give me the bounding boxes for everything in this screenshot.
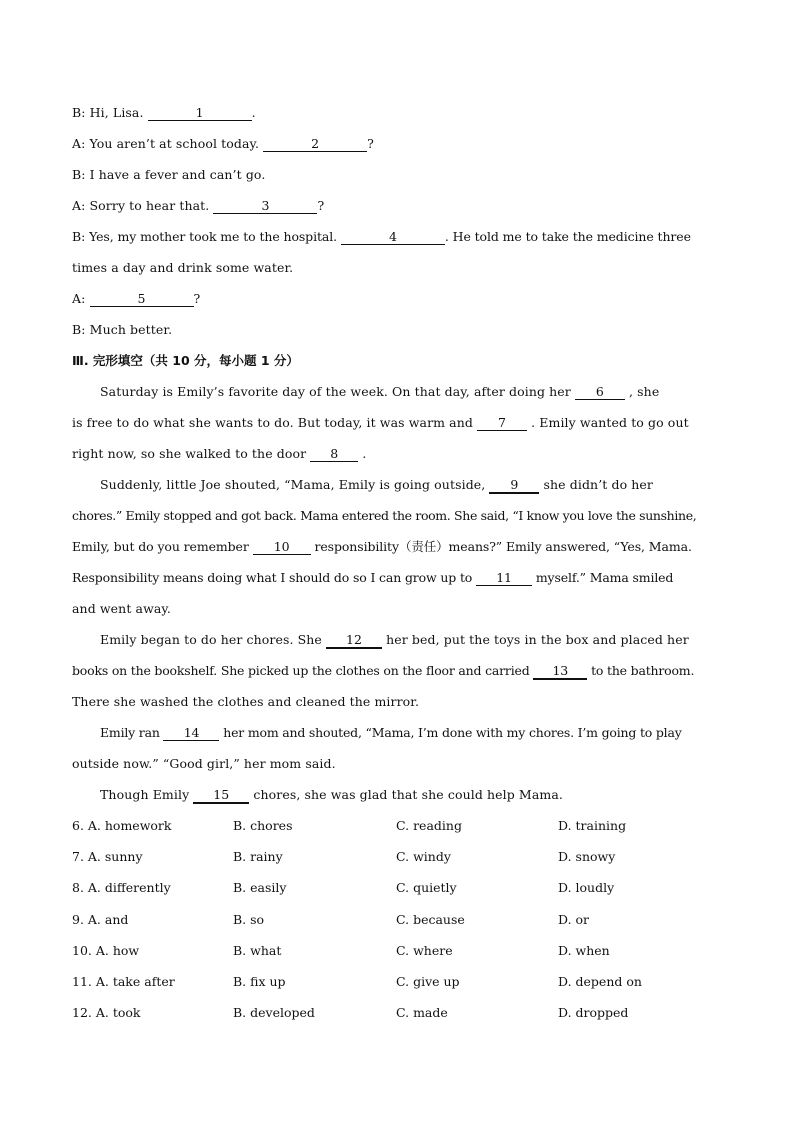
option-a[interactable]: 10. A. how — [72, 942, 140, 958]
passage-line — [72, 535, 722, 566]
dialogue-text: B: Hi, Lisa. — [72, 105, 148, 120]
dialogue-line — [72, 194, 722, 225]
answer-blank[interactable]: 3 — [213, 198, 317, 214]
dialogue-text: A: — [72, 291, 90, 306]
option-a[interactable]: 8. A. differently — [72, 880, 171, 896]
passage-text: books on the bookshelf. She picked up the clothes on the floor and carried — [72, 663, 534, 678]
dialogue-line — [72, 256, 722, 287]
cloze-blank[interactable]: 6 — [575, 384, 625, 400]
dialogue-text: B: Yes, my mother took me to the hospital. — [72, 229, 341, 244]
option-c[interactable]: C. give up — [396, 973, 460, 989]
dialogue-text: B: Much better. — [72, 322, 173, 337]
option-d[interactable]: D. dropped — [558, 1005, 629, 1021]
option-d[interactable]: D. or — [558, 911, 590, 927]
passage-text: and went away. — [72, 601, 172, 616]
dialogue-line — [72, 132, 722, 163]
option-d[interactable]: D. training — [558, 818, 627, 833]
option-d[interactable]: D. snowy — [558, 849, 616, 865]
cloze-blank[interactable]: 14 — [163, 725, 219, 741]
dialogue-text: ? — [317, 198, 325, 213]
question-options — [72, 939, 722, 970]
passage-text: Suddenly, little Joe shouted, “Mama, Emily is going outside, — [100, 477, 490, 492]
dialogue-line — [72, 101, 722, 132]
passage-text: Emily, but do you remember — [72, 539, 253, 554]
cloze-blank[interactable]: 12 — [326, 632, 382, 649]
dialogue-line — [72, 287, 722, 318]
passage-text: , she — [624, 384, 660, 399]
option-c[interactable]: C. quietly — [396, 880, 457, 896]
dialogue-line — [72, 163, 722, 194]
passage-text: . — [358, 446, 367, 461]
passage-text: Emily began to do her chores. She — [100, 632, 327, 647]
option-a[interactable]: 7. A. sunny — [72, 849, 143, 865]
question-options — [72, 908, 722, 939]
dialogue-text: . He told me to take the medicine three — [444, 229, 691, 244]
passage-text: chores.” Emily stopped and got back. Mama entered the room. She said, “I know you love the sunshine, — [72, 508, 697, 523]
option-a[interactable]: 12. A. took — [72, 1005, 141, 1021]
question-options — [72, 876, 722, 907]
option-b[interactable]: B. easily — [233, 880, 287, 896]
option-b[interactable]: B. chores — [233, 818, 293, 833]
passage-text: Emily ran — [100, 725, 164, 740]
passage-line — [72, 442, 722, 473]
passage-line — [72, 628, 722, 659]
passage-text: There she washed the clothes and cleaned the mirror. — [72, 694, 420, 709]
question-options — [72, 970, 722, 1001]
option-b[interactable]: B. rainy — [233, 849, 283, 865]
section-title: Ⅲ. 完形填空（共 10 分，每小题 1 分） — [72, 353, 299, 368]
answer-blank[interactable]: 5 — [90, 291, 194, 307]
option-d[interactable]: D. loudly — [558, 880, 615, 896]
option-d[interactable]: D. depend on — [558, 973, 642, 989]
passage-text: . Emily wanted to go out — [527, 415, 689, 430]
dialogue-text: ? — [367, 136, 374, 151]
option-c[interactable]: C. windy — [396, 849, 451, 865]
passage-text: Saturday is Emily’s favorite day of the week. On that day, after doing her — [100, 384, 575, 399]
passage-text: myself.” Mama smiled — [532, 570, 674, 585]
passage-line — [72, 380, 722, 411]
dialogue-text: times a day and drink some water. — [72, 260, 294, 275]
cloze-passage — [72, 380, 722, 814]
document-page — [72, 101, 722, 1032]
dialogue-text: . — [251, 105, 256, 120]
passage-text: her mom and shouted, “Mama, I’m done with my chores. I’m going to play — [219, 725, 682, 740]
option-c[interactable]: C. where — [396, 942, 453, 958]
dialogue-text: B: I have a fever and can’t go. — [72, 167, 266, 182]
passage-line — [72, 411, 722, 442]
option-a[interactable]: 6. A. homework — [72, 818, 172, 833]
passage-text: Though Emily — [100, 787, 194, 802]
passage-line — [72, 659, 722, 690]
cloze-blank[interactable]: 10 — [253, 539, 311, 555]
option-a[interactable]: 11. A. take after — [72, 973, 175, 989]
passage-text: Responsibility means doing what I should do so I can grow up to — [72, 570, 477, 585]
passage-text: her bed, put the toys in the box and placed her — [382, 632, 689, 647]
passage-line — [72, 597, 722, 628]
cloze-blank[interactable]: 13 — [533, 663, 587, 680]
option-b[interactable]: B. developed — [233, 1005, 315, 1021]
passage-line — [72, 721, 722, 752]
question-options — [72, 814, 722, 845]
question-options — [72, 845, 722, 876]
passage-text: chores, she was glad that she could help Mama. — [249, 787, 563, 802]
dialogue-text: A: Sorry to hear that. — [72, 198, 214, 213]
cloze-blank[interactable]: 7 — [477, 415, 527, 431]
cloze-blank[interactable]: 8 — [310, 446, 358, 462]
passage-line — [72, 566, 722, 597]
passage-line — [72, 504, 722, 535]
option-c[interactable]: C. because — [396, 911, 465, 927]
passage-line — [72, 752, 722, 783]
option-d[interactable]: D. when — [558, 942, 610, 958]
option-c[interactable]: C. reading — [396, 818, 462, 833]
cloze-blank[interactable]: 9 — [489, 477, 539, 494]
options-list — [72, 814, 722, 1032]
passage-text: responsibility（责任）means?” Emily answered, “Yes, Mama. — [310, 539, 692, 554]
dialogue-text: ? — [193, 291, 201, 306]
passage-line — [72, 690, 722, 721]
passage-text: outside now.” “Good girl,” her mom said. — [72, 756, 336, 771]
dialogue-line — [72, 225, 722, 256]
answer-blank[interactable]: 2 — [263, 136, 367, 152]
option-b[interactable]: B. what — [233, 942, 282, 958]
option-a[interactable]: 9. A. and — [72, 911, 129, 927]
answer-blank[interactable]: 1 — [148, 105, 252, 121]
passage-text: is free to do what she wants to do. But today, it was warm and — [72, 415, 478, 430]
cloze-blank[interactable]: 15 — [193, 787, 249, 804]
option-c[interactable]: C. made — [396, 1005, 448, 1021]
option-b[interactable]: B. so — [233, 911, 265, 927]
dialogue-section — [72, 101, 722, 349]
dialogue-line — [72, 318, 722, 349]
passage-line — [72, 783, 722, 814]
passage-line — [72, 473, 722, 504]
option-b[interactable]: B. fix up — [233, 973, 286, 989]
dialogue-text: A: You aren’t at school today. — [72, 136, 264, 151]
passage-text: right now, so she walked to the door — [72, 446, 311, 461]
question-options — [72, 1001, 722, 1032]
cloze-blank[interactable]: 11 — [476, 570, 532, 586]
passage-text: she didn’t do her — [539, 477, 653, 492]
answer-blank[interactable]: 4 — [341, 229, 445, 245]
passage-text: to the bathroom. — [587, 663, 695, 678]
